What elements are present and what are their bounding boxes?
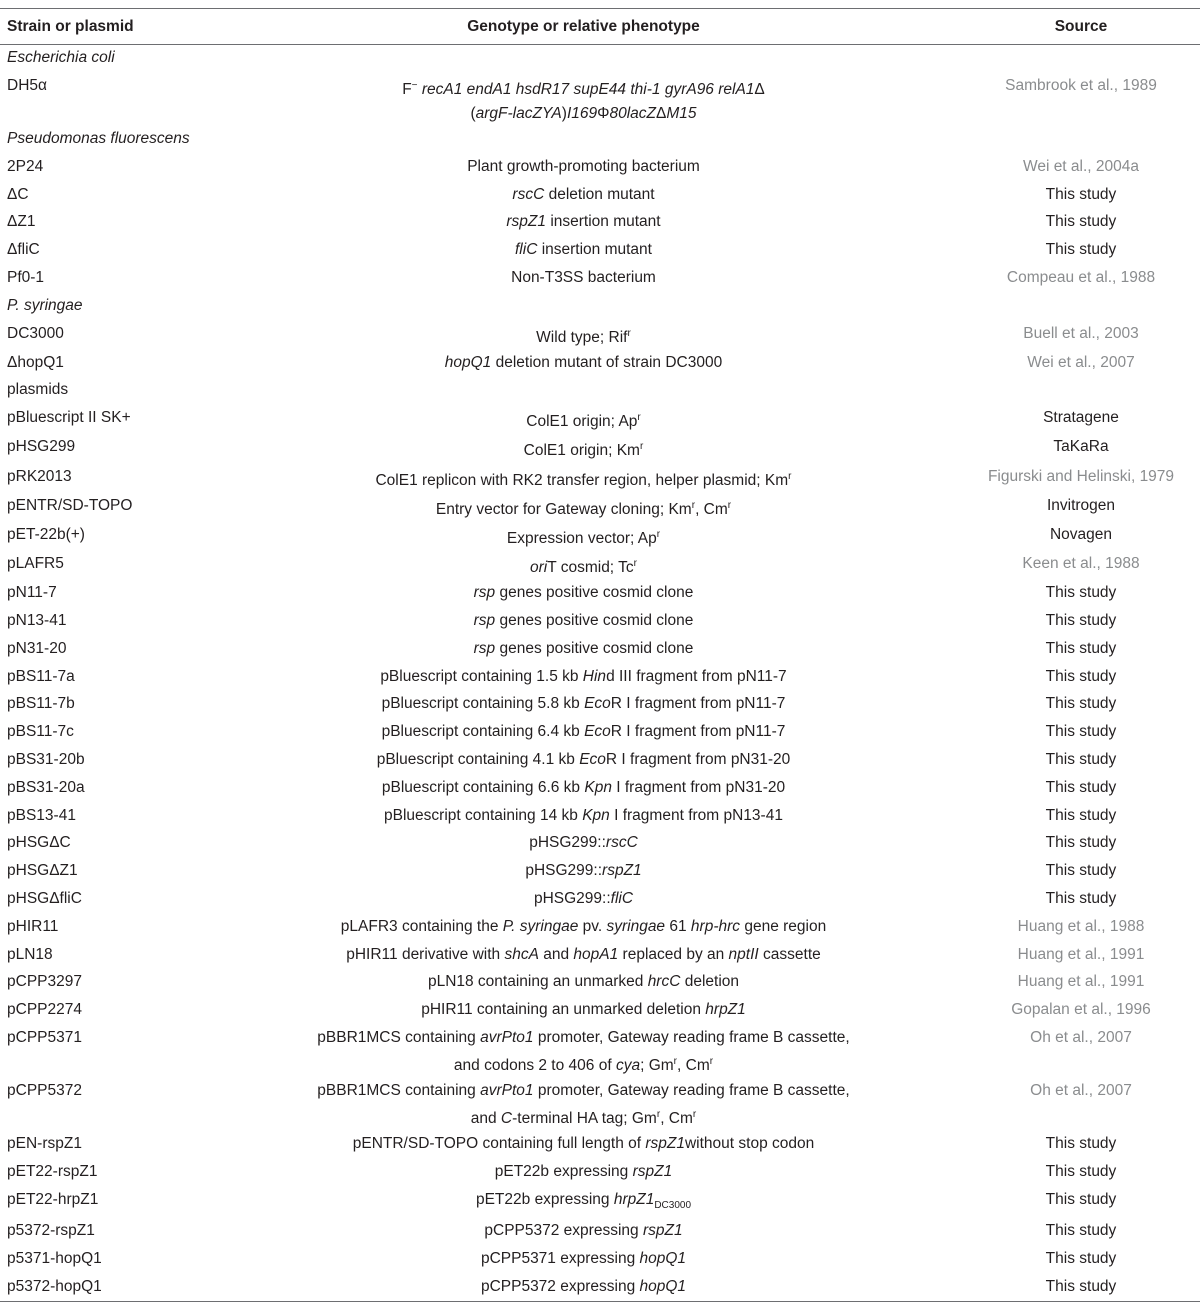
table-row: [0, 1025, 1200, 1078]
table-row: [0, 997, 1200, 1025]
genotype-cell: pBluescript containing 14 kb Kpn I fragment from pN13-41: [384, 806, 783, 824]
table-row: [0, 803, 1200, 831]
source-cell: Huang et al., 1991: [1017, 973, 1145, 991]
strain-name: pET-22b(+): [7, 525, 85, 543]
genotype-cell: Expression vector; Ap$^r$: [506, 528, 661, 548]
strain-name: p5371-hopQ1: [7, 1249, 102, 1267]
table-row: [0, 265, 1200, 293]
strain-name: pEN-rspZ1: [7, 1135, 82, 1153]
source-cell: This study: [1045, 1190, 1117, 1208]
table-row: [0, 1187, 1200, 1218]
genotype-cell: Wild type; Rif$^r$: [536, 327, 631, 346]
source-cell: This study: [1045, 1163, 1117, 1181]
strain-name: pHSG299: [7, 438, 76, 456]
source-cell: Wei et al., 2007: [1027, 353, 1135, 371]
source-cell: Gopalan et al., 1996: [1011, 1001, 1151, 1019]
table-row: [0, 321, 1200, 350]
table-row: [0, 1274, 1200, 1302]
genotype-cell: pBluescript containing 4.1 kb EcoR I fragment from pN31-20: [376, 751, 791, 768]
source-cell: This study: [1045, 185, 1117, 203]
table-row: [0, 1218, 1200, 1246]
genotype-cell: pBluescript containing 6.4 kb EcoR I fragment from pN11-7: [381, 723, 786, 741]
source-cell: Huang et al., 1988: [1017, 917, 1145, 935]
table-row: [0, 464, 1200, 493]
header-genotype: Genotype or relative phenotype: [467, 17, 700, 35]
strain-name: DC3000: [7, 324, 64, 342]
strain-name: pBluescript II SK+: [7, 409, 131, 427]
strain-name: pHSGΔZ1: [7, 862, 78, 880]
source-cell: Buell et al., 2003: [1023, 324, 1139, 342]
source-cell: This study: [1045, 612, 1117, 630]
strain-name: pCPP3297: [7, 973, 82, 991]
genotype-cell: ColE1 origin; Ap$^r$: [526, 412, 641, 431]
table-row: [0, 914, 1200, 942]
genotype-cell: pBluescript containing 6.6 kb Kpn I fragment from pN31-20: [381, 778, 786, 796]
strain-name: pRK2013: [7, 467, 72, 485]
strain-name: pN11-7: [7, 584, 57, 602]
source-cell: This study: [1045, 778, 1117, 796]
table-row: [0, 434, 1200, 463]
source-cell: This study: [1045, 1249, 1117, 1267]
strain-name: pN13-41: [7, 612, 67, 630]
genotype-cell: Entry vector for Gateway cloning; Km$^r$, Cm$^r$: [435, 499, 732, 518]
table-row: [0, 747, 1200, 775]
table-row: [0, 551, 1200, 580]
genotype-cell: pHIR11 containing an unmarked deletion hrpZ1: [421, 1001, 746, 1019]
source-cell: Huang et al., 1991: [1017, 945, 1145, 963]
strain-name: pBS31-20a: [7, 778, 85, 796]
strain-name: ΔC: [7, 185, 29, 203]
source-cell: Novagen: [1049, 525, 1113, 543]
genotype-cell: hopQ1 deletion mutant of strain DC3000: [444, 353, 723, 371]
source-cell: This study: [1045, 1277, 1117, 1295]
genotype-cell: pENTR/SD-TOPO containing full length of rspZ1without stop codon: [352, 1135, 815, 1153]
genotype-cell: pHIR11 derivative with shcA and hopA1 replaced by an nptII cassette: [346, 945, 821, 963]
table-row: [0, 942, 1200, 970]
table-row: [0, 1131, 1200, 1159]
source-cell: This study: [1045, 723, 1117, 741]
table-row: [0, 405, 1200, 434]
source-cell: Invitrogen: [1046, 496, 1116, 514]
table-row: [0, 608, 1200, 636]
strain-plasmid-table: [0, 8, 1200, 1302]
table-row: [0, 209, 1200, 237]
source-cell: This study: [1045, 1135, 1117, 1153]
genotype-cell: pHSG299::rspZ1: [525, 862, 642, 880]
genotype-cell: rsp genes positive cosmid clone: [473, 584, 694, 602]
table-row: [0, 1159, 1200, 1187]
source-cell: This study: [1045, 584, 1117, 602]
source-cell: This study: [1045, 213, 1117, 231]
genotype-cell: rsp genes positive cosmid clone: [473, 612, 694, 630]
source-cell: This study: [1045, 639, 1117, 657]
group-row: [0, 293, 1200, 321]
table-row: [0, 719, 1200, 747]
source-cell: This study: [1045, 1221, 1117, 1239]
table-row: [0, 664, 1200, 692]
genotype-cell: F− recA1 endA1 hsdR17 supE44 thi-1 gyrA96 relA1Δ (argF-lacZYA)I169Φ80lacZΔM15: [402, 79, 765, 122]
source-cell: This study: [1045, 834, 1117, 852]
table-row: [0, 1246, 1200, 1274]
genotype-cell: pCPP5371 expressing hopQ1: [480, 1249, 687, 1267]
table-row: [0, 830, 1200, 858]
strain-name: pBS13-41: [7, 806, 76, 824]
group-row: [0, 126, 1200, 154]
strain-name: pBS11-7c: [7, 723, 74, 741]
strain-name: pET22-hrpZ1: [7, 1190, 99, 1208]
strain-name: pCPP5371: [7, 1028, 82, 1046]
source-cell: This study: [1045, 806, 1117, 824]
table-row: [0, 493, 1200, 522]
header-source: Source: [1054, 17, 1108, 35]
strain-name: pLN18: [7, 945, 53, 963]
source-cell: This study: [1045, 695, 1117, 713]
group-label: Pseudomonas fluorescens: [7, 129, 190, 147]
strain-name: pET22-rspZ1: [7, 1163, 98, 1181]
source-cell: Stratagene: [1043, 409, 1119, 427]
genotype-cell: ColE1 replicon with RK2 transfer region, helper plasmid; Km$^r$: [375, 470, 792, 489]
genotype-cell: pET22b expressing rspZ1: [494, 1163, 673, 1181]
table-row: [0, 182, 1200, 210]
genotype-cell: rscC deletion mutant: [512, 185, 655, 203]
strain-name: ΔhopQ1: [7, 353, 64, 371]
strain-name: 2P24: [7, 157, 44, 175]
source-cell: Figurski and Helinski, 1979: [987, 467, 1175, 485]
group-label: plasmids: [7, 381, 69, 399]
source-cell: Oh et al., 2007: [1030, 1082, 1132, 1100]
source-cell: Wei et al., 2004a: [1022, 157, 1140, 175]
table-row: [0, 154, 1200, 182]
source-cell: TaKaRa: [1053, 438, 1109, 456]
group-label: P. syringae: [7, 296, 83, 314]
strain-name: pN31-20: [7, 639, 67, 657]
group-row: [0, 45, 1200, 73]
source-cell: Sambrook et al., 1989: [1005, 76, 1157, 94]
table-row: [0, 237, 1200, 265]
strain-name: pHSGΔC: [7, 834, 71, 852]
source-cell: This study: [1045, 667, 1117, 685]
genotype-cell: pBBR1MCS containing avrPto1 promoter, Gateway reading frame B cassette, and codons 2 to 406 of cya; Gm$^r$, Cm$^r$: [317, 1028, 850, 1075]
genotype-cell: pBluescript containing 1.5 kb Hind III fragment from pN11-7: [380, 667, 787, 685]
genotype-cell: fliC insertion mutant: [515, 241, 652, 259]
source-cell: Oh et al., 2007: [1030, 1028, 1132, 1046]
strain-name: ΔZ1: [7, 213, 36, 231]
source-cell: This study: [1045, 862, 1117, 880]
strain-name: p5372-hopQ1: [7, 1277, 102, 1295]
table-row: [0, 969, 1200, 997]
strain-name: pHSGΔfliC: [7, 889, 82, 907]
source-cell: Compeau et al., 1988: [1006, 268, 1156, 286]
genotype-cell: Plant growth-promoting bacterium: [467, 157, 700, 175]
table-row: [0, 350, 1200, 378]
genotype-cell: pET22b expressing $hrpZ1_{DC3000}$: [475, 1190, 692, 1211]
genotype-cell: Non-T3SS bacterium: [511, 268, 656, 286]
genotype-cell: ColE1 origin; Km$^r$: [523, 441, 644, 460]
table-row: [0, 73, 1200, 126]
genotype-cell: oriT cosmid; Tc$^r$: [529, 558, 637, 577]
strain-name: p5372-rspZ1: [7, 1221, 95, 1239]
genotype-cell: rsp genes positive cosmid clone: [473, 639, 694, 657]
table-row: [0, 886, 1200, 914]
strain-name: pCPP5372: [7, 1082, 82, 1100]
strain-name: Pf0-1: [7, 268, 45, 286]
table-row: [0, 1078, 1200, 1131]
table-row: [0, 691, 1200, 719]
strain-name: ΔfliC: [7, 241, 40, 259]
strain-name: pBS31-20b: [7, 751, 85, 768]
header-row: [0, 9, 1200, 45]
strain-name: pHIR11: [7, 917, 59, 935]
genotype-cell: pHSG299::fliC: [533, 889, 634, 907]
table-body: [0, 45, 1200, 1302]
table-row: [0, 636, 1200, 664]
source-cell: This study: [1045, 889, 1117, 907]
strain-name: pLAFR5: [7, 555, 64, 573]
strain-name: pBS11-7b: [7, 695, 75, 713]
genotype-cell: pLAFR3 containing the P. syringae pv. syringae 61 hrp-hrc gene region: [340, 917, 827, 935]
source-cell: This study: [1045, 751, 1117, 768]
genotype-cell: pCPP5372 expressing rspZ1: [484, 1221, 683, 1239]
strain-name: DH5α: [7, 76, 47, 94]
table-row: [0, 858, 1200, 886]
group-row: [0, 377, 1200, 405]
source-cell: This study: [1045, 241, 1117, 259]
genotype-cell: pBluescript containing 5.8 kb EcoR I fragment from pN11-7: [381, 695, 786, 713]
genotype-cell: pHSG299::rscC: [529, 834, 638, 852]
genotype-cell: pCPP5372 expressing hopQ1: [480, 1277, 687, 1295]
genotype-cell: rspZ1 insertion mutant: [506, 213, 661, 231]
source-cell: Keen et al., 1988: [1022, 555, 1140, 573]
strain-name: pENTR/SD-TOPO: [7, 496, 133, 514]
strain-name: pCPP2274: [7, 1001, 82, 1019]
table-row: [0, 775, 1200, 803]
strain-name: pBS11-7a: [7, 667, 75, 685]
group-label: Escherichia coli: [7, 49, 115, 66]
table-row: [0, 580, 1200, 608]
genotype-cell: pBBR1MCS containing avrPto1 promoter, Gateway reading frame B cassette, and C-terminal HA tag; Gm$^r$, Cm$^r$: [317, 1082, 850, 1128]
header-strain: Strain or plasmid: [7, 17, 134, 35]
genotype-cell: pLN18 containing an unmarked hrcC deletion: [427, 973, 740, 991]
table-row: [0, 522, 1200, 551]
table-header: [0, 9, 1200, 45]
